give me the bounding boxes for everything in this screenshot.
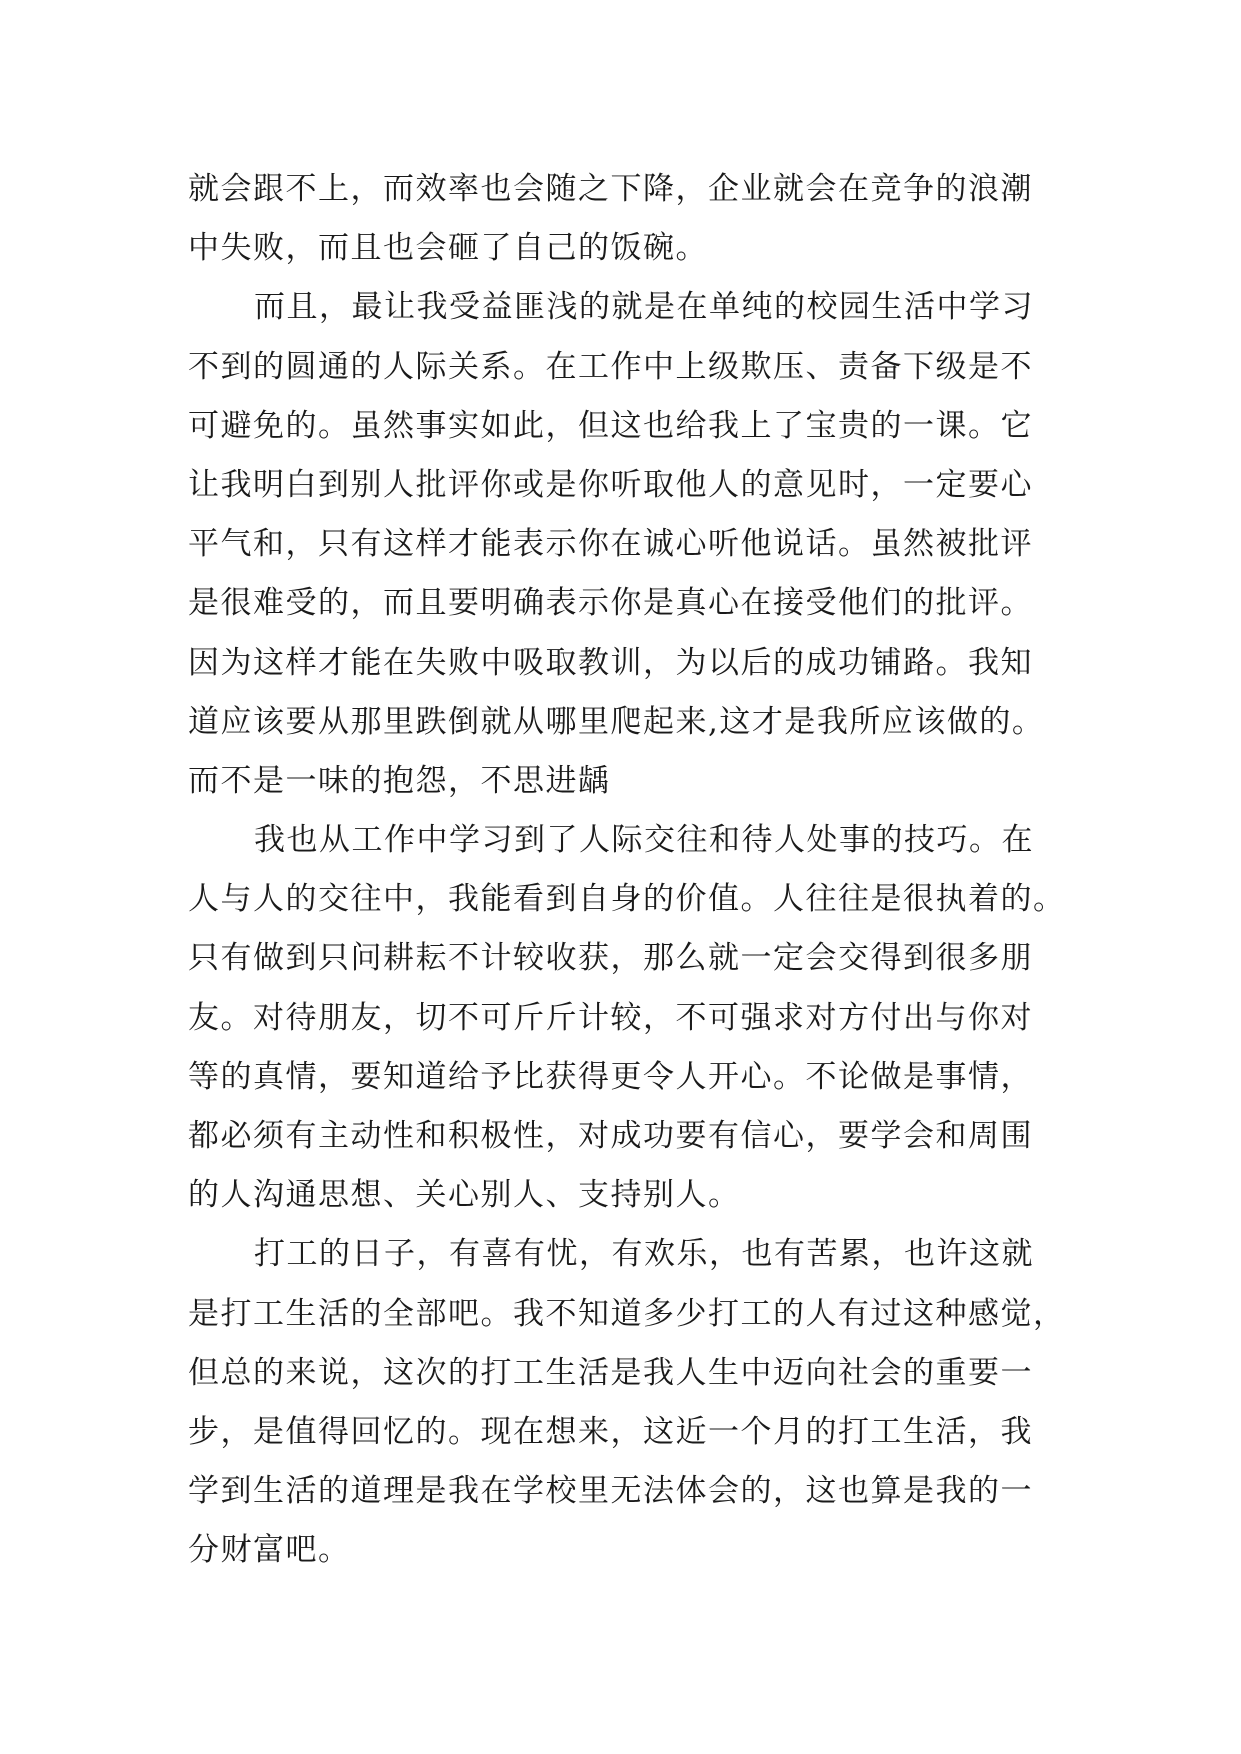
text-line: 就会跟不上，而效率也会随之下降，企业就会在竞争的浪潮: [188, 171, 1033, 207]
text-line: 只有做到只问耕耘不计较收获，那么就一定会交得到很多朋: [188, 940, 1033, 977]
text-line: 中失败，而且也会砸了自己的饭碗。: [188, 230, 708, 267]
text-line: 的人沟通思想、关心别人、支持别人。: [188, 1177, 741, 1214]
text-line: 而不是一味的抱怨，不思进龋: [188, 762, 611, 799]
text-line: 可避免的。虽然事实如此，但这也给我上了宝贵的一课。它: [188, 407, 1033, 444]
text-line: 是很难受的，而且要明确表示你是真心在接受他们的批评。: [188, 585, 1033, 622]
text-line: 我也从工作中学习到了人际交往和待人处事的技巧。在: [254, 822, 1034, 859]
text-line: 而且，最让我受益匪浅的就是在单纯的校园生活中学习: [254, 289, 1034, 326]
text-line: 友。对待朋友，切不可斤斤计较，不可强求对方付出与你对: [188, 999, 1033, 1036]
text-line: 打工的日子，有喜有忧，有欢乐，也有苦累，也许这就: [254, 1236, 1034, 1273]
text-line: 道应该要从那里跌倒就从哪里爬起来,这才是我所应该做的。: [188, 703, 1045, 740]
text-line: 步，是值得回忆的。现在想来，这近一个月的打工生活，我: [188, 1413, 1033, 1450]
text-line: 是打工生活的全部吧。我不知道多少打工的人有过这种感觉，: [188, 1295, 1066, 1332]
text-line: 等的真情，要知道给予比获得更令人开心。不论做是事情，: [188, 1058, 1033, 1095]
text-line: 分财富吧。: [188, 1532, 351, 1569]
text-line: 学到生活的道理是我在学校里无法体会的，这也算是我的一: [188, 1473, 1033, 1510]
text-line: 不到的圆通的人际关系。在工作中上级欺压、责备下级是不: [188, 348, 1033, 385]
text-line: 让我明白到别人批评你或是你听取他人的意见时，一定要心: [188, 466, 1033, 503]
text-line: 平气和，只有这样才能表示你在诚心听他说话。虽然被批评: [188, 526, 1033, 563]
text-line: 人与人的交往中，我能看到自身的价值。人往往是很执着的。: [188, 881, 1066, 918]
body-text: [188, 160, 1068, 1581]
text-line: 因为这样才能在失败中吸取教训，为以后的成功铺路。我知: [188, 644, 1033, 681]
text-line: 都必须有主动性和积极性，对成功要有信心，要学会和周围: [188, 1118, 1033, 1154]
text-line: 但总的来说，这次的打工生活是我人生中迈向社会的重要一: [188, 1354, 1033, 1391]
